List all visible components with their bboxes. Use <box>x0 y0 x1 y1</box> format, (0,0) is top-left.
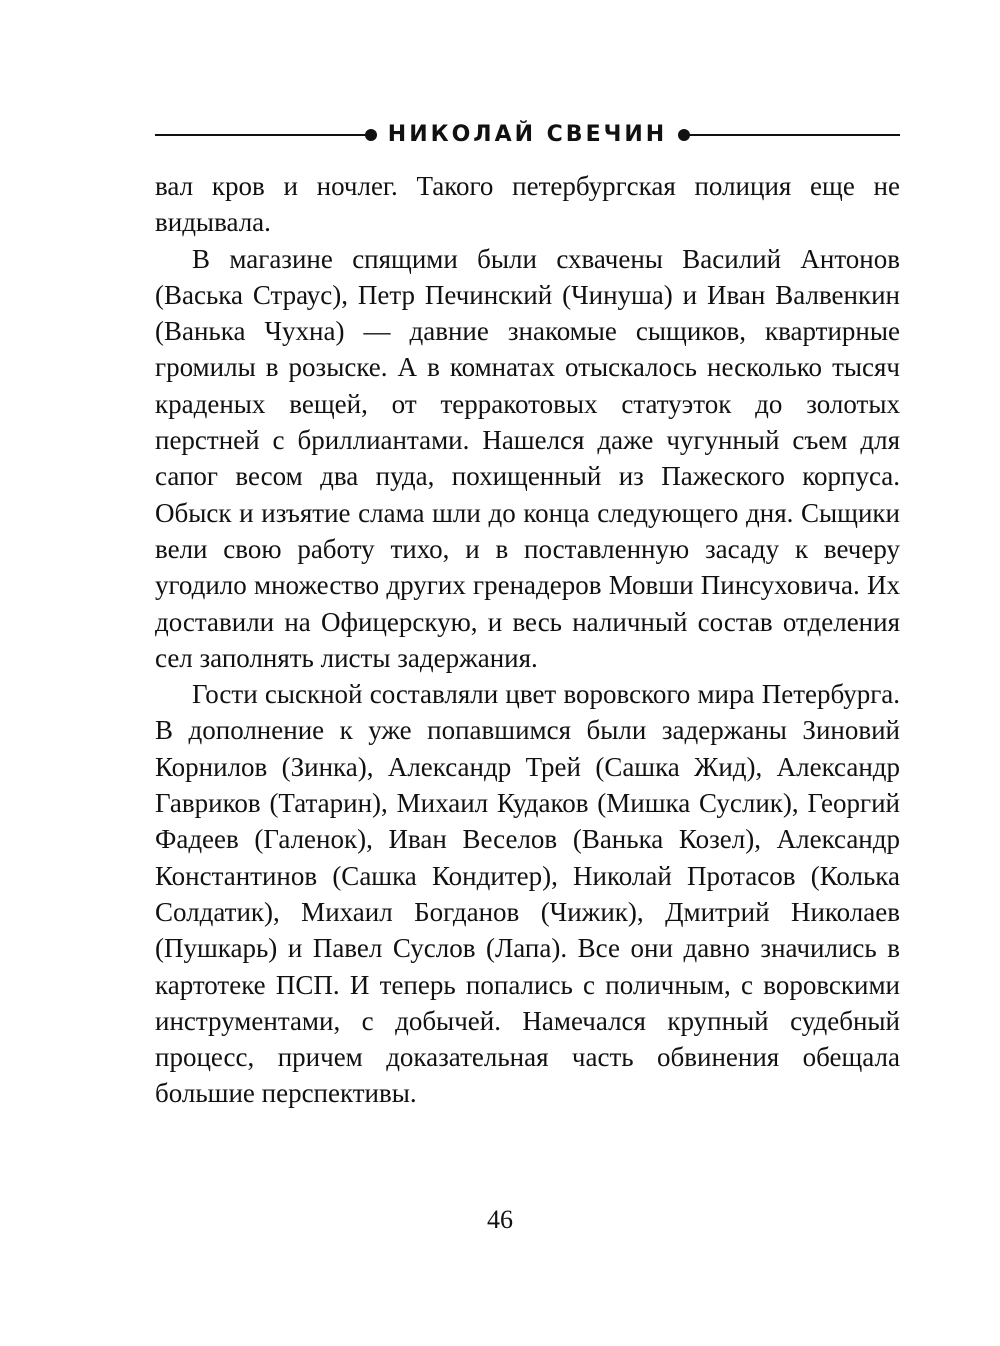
running-header <box>155 118 900 152</box>
body-text <box>155 168 900 1112</box>
page-number: 46 <box>487 1205 513 1234</box>
paragraph-continuation: вал кров и ночлег. Такого петербургская полиция еще не видывала. <box>155 171 900 238</box>
paragraph: В магазине спящими были схвачены Василий Антонов (Васька Страус), Петр Печинский (Чинуша) и Иван Валвенкин (Ванька Чухна) — давние знакомые сыщиков, квартирные громилы в розыске. А в комнатах отыскалось несколько тысяч краденых вещей, от терракотовых статуэток до золотых перстней с бриллиантами. Нашелся даже чугунный съем для сапог весом два пуда, похищенный из Пажеского корпуса. Обыск и изъятие слама шли до конца следующего дня. Сыщики вели свою работу тихо, и в поставленную засаду к вечеру угодило множество других гренадеров Мовши Пинсуховича. Их доставили на Офицерскую, и весь наличный состав отделения сел заполнять листы задержания. <box>155 243 900 673</box>
header-rule-right <box>688 134 900 136</box>
paragraph: Гости сыскной составляли цвет воровского мира Петербурга. В дополнение к уже попавшимся были задержаны Зиновий Корнилов (Зинка), Александр Трей (Сашка Жид), Александр Гавриков (Татарин), Михаил Кудаков (Мишка Суслик), Георгий Фадеев (Галенок), Иван Веселов (Ванька Козел), Александр Константинов (Сашка Кондитер), Николай Протасов (Колька Солдатик), Михаил Богданов (Чижик), Дмитрий Николаев (Пушкарь) и Павел Суслов (Лапа). Все они давно значились в картотеке ПСП. И теперь попались с поличным, с воровскими инструментами, с добычей. Намечался крупный судебный процесс, причем доказательная часть обвинения обещала большие перспективы. <box>155 679 900 1109</box>
running-title: НИКОЛАЙ СВЕЧИН <box>387 122 668 147</box>
